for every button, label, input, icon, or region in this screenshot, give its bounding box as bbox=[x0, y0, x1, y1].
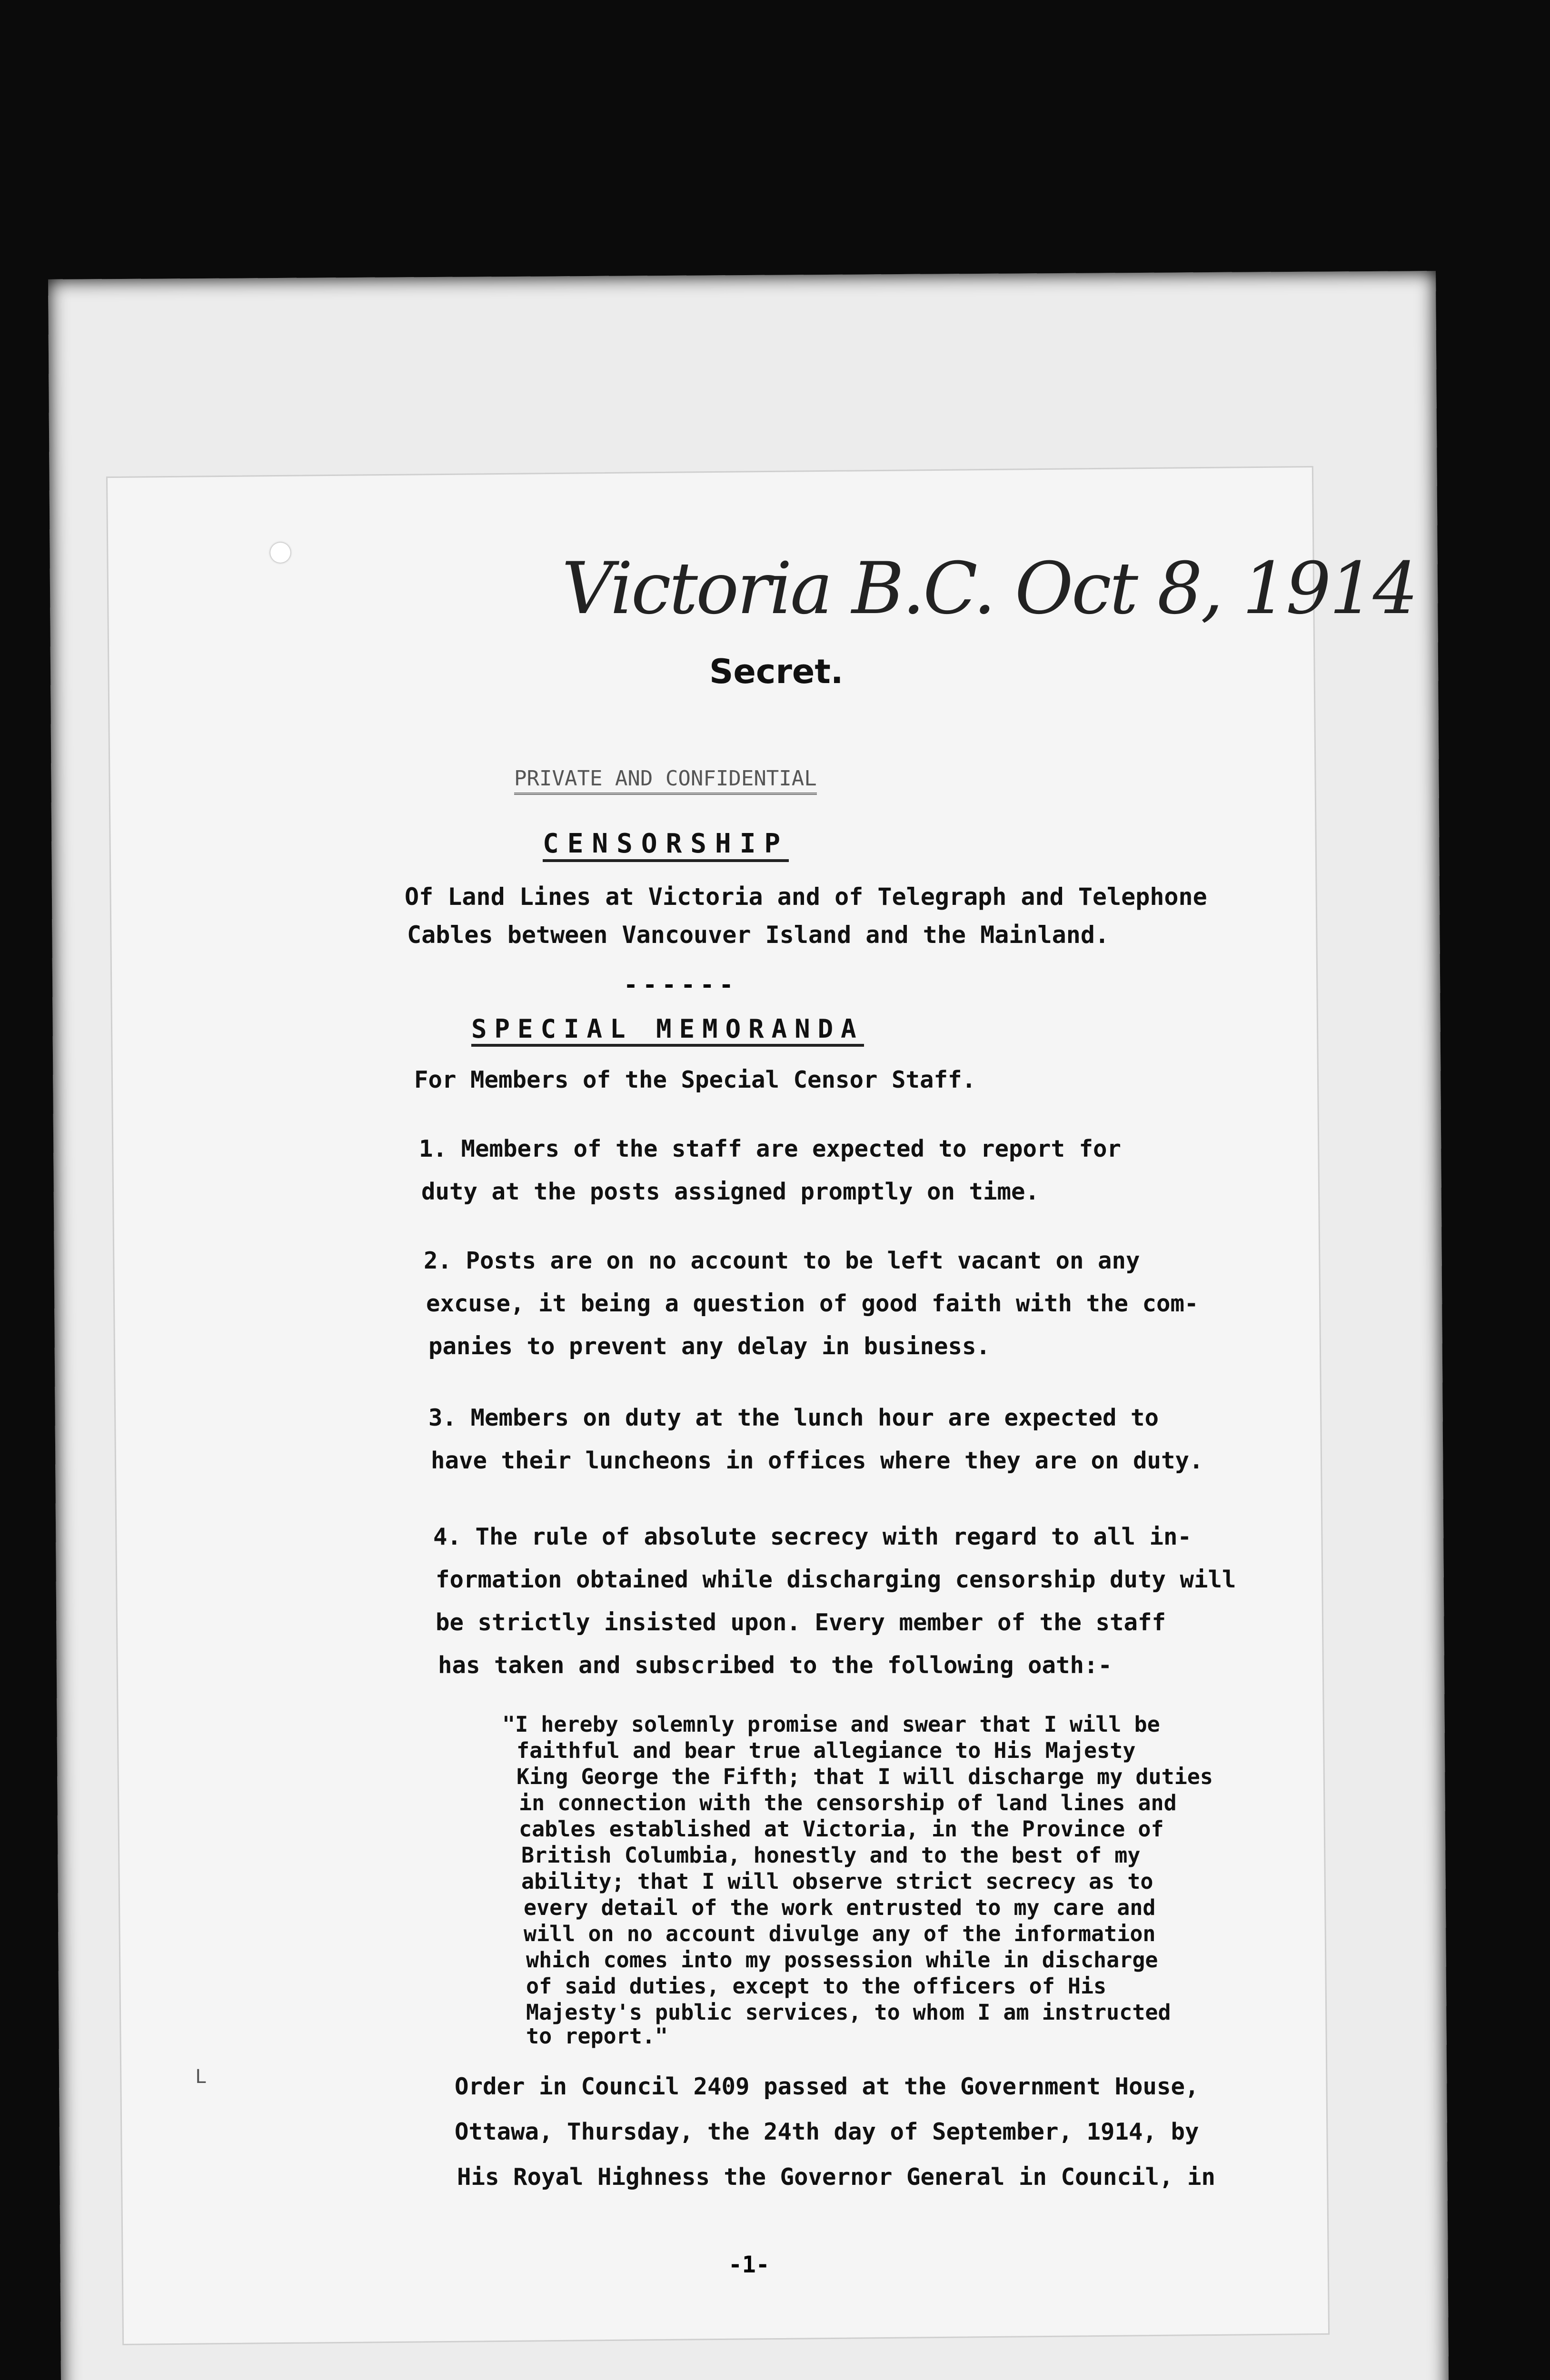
oath-line-3: King George the Fifth; that I will discharge my duties bbox=[517, 1764, 1213, 1789]
classification-label: PRIVATE AND CONFIDENTIAL bbox=[514, 766, 817, 795]
paragraph-1-line-1: 1. Members of the staff are expected to report for bbox=[419, 1135, 1122, 1162]
order-line-3: His Royal Highness the Governor General in Council, in bbox=[457, 2163, 1216, 2191]
paragraph-2-line-1: 2. Posts are on no account to be left vacant on any bbox=[424, 1247, 1140, 1274]
oath-line-2: faithful and bear true allegiance to His Majesty bbox=[517, 1738, 1136, 1763]
order-line-2: Ottawa, Thursday, the 24th day of September, 1914, by bbox=[455, 2118, 1199, 2145]
paragraph-3-line-1: 3. Members on duty at the lunch hour are expected to bbox=[428, 1404, 1159, 1431]
paragraph-4-line-2: formation obtained while discharging censorship duty will bbox=[436, 1566, 1236, 1593]
paragraph-4-line-4: has taken and subscribed to the following oath:- bbox=[438, 1652, 1113, 1679]
oath-line-9: will on no account divulge any of the information bbox=[524, 1921, 1156, 1946]
oath-line-11: of said duties, except to the officers of His bbox=[526, 1973, 1107, 1999]
order-line-1: Order in Council 2409 passed at the Government House, bbox=[455, 2073, 1199, 2100]
oath-line-13: to report." bbox=[526, 2023, 668, 2049]
handwritten-heading: Victoria B.C. Oct 8, 1914 bbox=[562, 547, 1417, 630]
punch-hole bbox=[270, 543, 290, 563]
document-title: CENSORSHIP bbox=[543, 828, 789, 862]
oath-line-12: Majesty's public services, to whom I am instructed bbox=[526, 2000, 1171, 2025]
section-title: SPECIAL MEMORANDA bbox=[471, 1014, 864, 1047]
oath-line-6: British Columbia, honestly and to the best of my bbox=[521, 1843, 1141, 1868]
secret-stamp: Secret. bbox=[709, 652, 844, 691]
paragraph-3-line-2: have their luncheons in offices where they are on duty. bbox=[431, 1447, 1203, 1474]
oath-line-1: "I hereby solemnly promise and swear that I will be bbox=[502, 1712, 1160, 1737]
oath-line-5: cables established at Victoria, in the Province of bbox=[519, 1816, 1164, 1842]
oath-line-10: which comes into my possession while in discharge bbox=[526, 1947, 1158, 1973]
page-number: -1- bbox=[728, 2251, 770, 2278]
paragraph-1-line-2: duty at the posts assigned promptly on time. bbox=[421, 1178, 1040, 1205]
subtitle-line-1: Of Land Lines at Victoria and of Telegraph and Telephone bbox=[405, 883, 1207, 911]
paragraph-4-line-3: be strictly insisted upon. Every member of the staff bbox=[436, 1609, 1166, 1636]
oath-line-4: in connection with the censorship of land lines and bbox=[519, 1790, 1177, 1815]
oath-line-8: every detail of the work entrusted to my care and bbox=[524, 1895, 1156, 1920]
oath-line-7: ability; that I will observe strict secrecy as to bbox=[521, 1869, 1153, 1894]
separator: ------ bbox=[624, 971, 738, 999]
paragraph-2-line-2: excuse, it being a question of good faith with the com- bbox=[426, 1290, 1199, 1317]
section-subtitle: For Members of the Special Censor Staff. bbox=[414, 1066, 976, 1093]
subtitle-line-2: Cables between Vancouver Island and the Mainland. bbox=[407, 921, 1110, 949]
margin-mark: L bbox=[195, 2066, 207, 2088]
paragraph-4-line-1: 4. The rule of absolute secrecy with regard to all in- bbox=[433, 1523, 1192, 1550]
paragraph-2-line-3: panies to prevent any delay in business. bbox=[428, 1333, 991, 1360]
